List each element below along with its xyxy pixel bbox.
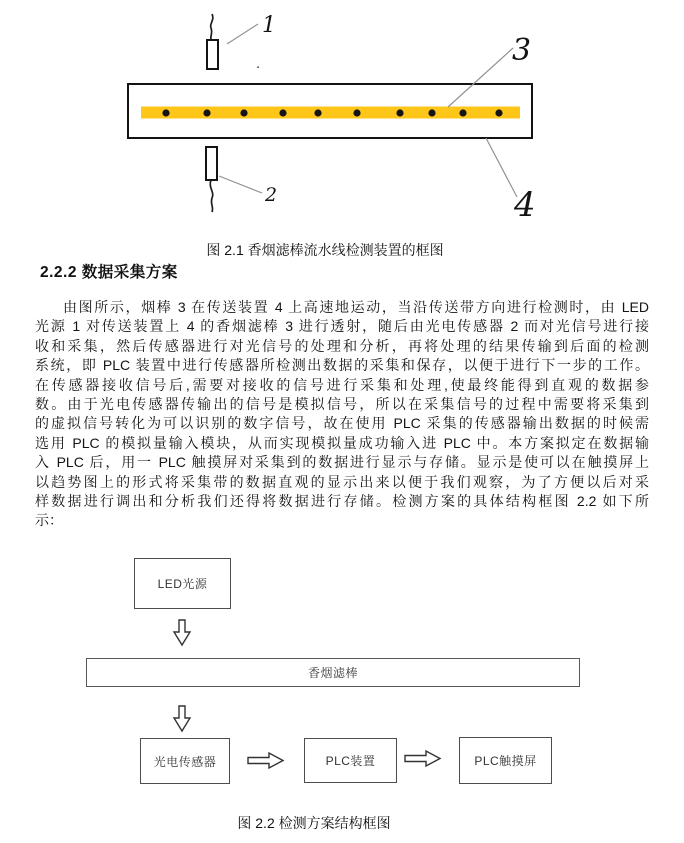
label-3: 3 (512, 33, 532, 68)
filter-rod-dot (314, 109, 321, 116)
filter-rod-dot (162, 109, 169, 116)
paragraph-line: 样数据进行调出和分析我们还得将数据进行存储。检测方案的具体结构框图 2.2 如下所 (35, 493, 649, 510)
device-diagram-figure (0, 0, 684, 235)
stray-dot: . (256, 55, 261, 72)
led-source-box (207, 40, 218, 69)
body-paragraph (35, 298, 649, 531)
flow-box-sensor-label: 光电传感器 (153, 754, 217, 769)
led-wire (211, 14, 213, 40)
label-1: 1 (262, 13, 276, 38)
flow-box-led-label: LED光源 (157, 577, 208, 591)
filter-rod-dot (203, 109, 210, 116)
right-arrow-icon (247, 751, 285, 770)
leader-line-1 (227, 24, 258, 44)
section-heading: 2.2.2 数据采集方案 (40, 264, 178, 281)
paragraph-line: 收和采集，然后传感器进行对光信号的处理和分析，再将处理的结果传输到后面的检测 (35, 337, 649, 354)
flow-box-photo-sensor (140, 738, 230, 784)
filter-rod-dot (428, 109, 435, 116)
paragraph-line: 光源 1 对传送装置上 4 的香烟滤棒 3 进行透射，随后由光电传感器 2 而对光信号进行接 (35, 318, 649, 335)
flow-box-filter-rod (86, 658, 580, 687)
flow-box-plc-label: PLC装置 (325, 754, 376, 768)
right-arrow-icon (404, 749, 442, 768)
label-4: 4 (514, 185, 536, 225)
down-arrow-icon (172, 705, 192, 733)
flow-box-touchscreen-label: PLC触摸屏 (474, 754, 537, 768)
label-2: 2 (265, 184, 278, 206)
filter-rod-dot (279, 109, 286, 116)
filter-rod-dot (396, 109, 403, 116)
flow-box-plc-device (304, 738, 397, 783)
filter-rod-dot (459, 109, 466, 116)
paragraph-line: 以趋势图上的形式将采集带的数据直观的显示出来以便于我们观察，为了方便以后对采 (35, 473, 649, 490)
paragraph-line: 数。由于光电传感器传输出的信号是模拟信号，所以在采集信号的过程中需要将采集到 (35, 396, 649, 413)
paragraph-line: 的虚拟信号转化为可以识别的数字信号，故在使用 PLC 采集的传感器输出数据的时候需 (35, 415, 649, 432)
sensor-wire (210, 180, 213, 212)
paragraph-line: 选用 PLC 的模拟量输入模块，从而实现模拟量成功输入进 PLC 中。本方案拟定在数据输 (35, 434, 649, 451)
filter-rod-dot (353, 109, 360, 116)
photo-sensor-box (206, 147, 217, 180)
flow-box-plc-touchscreen (459, 737, 552, 784)
leader-line-4 (486, 138, 517, 197)
leader-line-2 (219, 176, 262, 193)
figure1-caption: 图 2.1 香烟滤棒流水线检测装置的框图 (206, 242, 444, 258)
paragraph-line: 入 PLC 后，用一 PLC 触摸屏对采集到的数据进行显示与存储。显示是使可以在触摸屏上 (35, 454, 649, 471)
paragraph-line: 示： (35, 512, 63, 529)
paragraph-line: 在传感器接收信号后,需要对接收的信号进行采集和处理,使最终能得到直观的数据参 (35, 376, 649, 393)
down-arrow-icon (172, 619, 192, 647)
paragraph-line: 由图所示，烟棒 3 在传送装置 4 上高速地运动，当沿传送带方向进行检测时，由 LED (63, 299, 649, 315)
filter-rod-dot (240, 109, 247, 116)
filter-rod-dot (495, 109, 502, 116)
figure2-caption: 图 2.2 检测方案结构框图 (237, 815, 391, 831)
flow-box-led-source (134, 558, 231, 609)
paragraph-line: 系统，即 PLC 装置中进行传感器所检测出数据的采集和保存，以便于进行下一步的工作。 (35, 357, 649, 374)
flow-box-filter-label: 香烟滤棒 (307, 666, 358, 680)
